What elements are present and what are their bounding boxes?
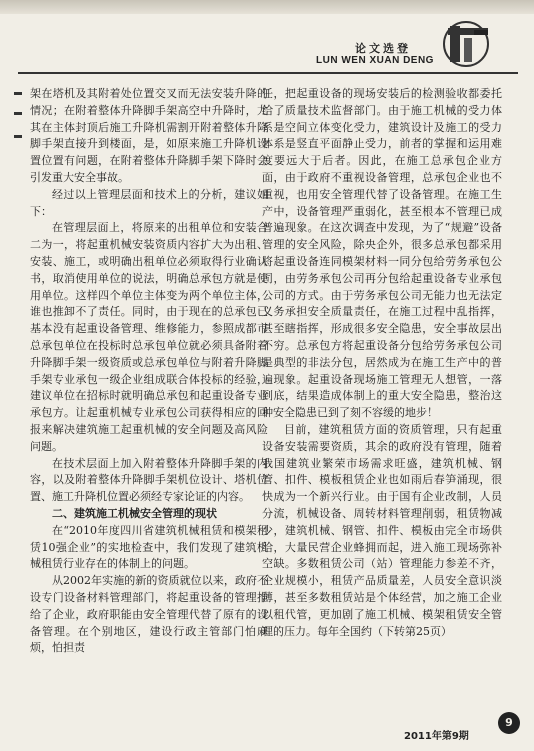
paragraph: 在管理层面上，将原来的出租单位和安装合二为一，将起重机械安装资质内容扩大为出租、安装、施工，或明确出租单位必须取得行业确认书，取消使用单位的说法，明确总承包方就是使用单位。这样四个单位主体变为两个单位主体，谁也推卸不了责任。同时，由于现在的总承包已基本没有起重设备管理、维修能力，参照成都市总承包单位在投标时总承包单位就必须具备附着升降脚手架一级资质或总承包单位与附着升降脚手架专业承包一级企业组成联合体投标的经验，建议单位在招标时就明确总承包和起重设备专业承包方。让起重机械专业承包公司获得相应的回报来解决建筑施工起重机械的安全问题及高风险问题。	[30, 221, 268, 453]
paragraph: 架在塔机及其附着处位置交叉而无法安装升降的情况；在附着整体升降脚手架高空中升降时，尤其在主体封顶后施工升降机需割开附着整体升降脚手架直接升到楼面，是，如原来施工升降机设置位置有问题，在附着整体升降脚手架下降时会引发重大安全事故。	[30, 87, 268, 184]
paragraph: 经过以上管理层面和技术上的分析，建议如下：	[30, 187, 268, 218]
paragraph: 在技术层面上加入附着整体升降脚手架的内容，以及附着整体升降脚手架机位设计、塔机位置、施工升降机位置必须经专家论证的内容。	[30, 456, 268, 504]
section-header-cn: 论文选登	[355, 42, 411, 55]
margin-mark	[14, 112, 22, 115]
section-heading: 二、建筑施工机械安全管理的现状	[52, 506, 217, 520]
paragraph: 在“2010年度四川省建筑机械租赁和模架租赁10强企业”的实地检查中，我们发现了建筑机械租赁行业存在的体制上的问题。	[30, 523, 268, 571]
header-rule	[18, 72, 518, 74]
paragraph: 目前，建筑租赁方面的资质管理，只有起重设备安装需要资质，其余的政府没有管理，随着我国建筑业繁荣市场需求旺盛，建筑机械、钢管、扣件、模板租赁企业也如雨后春笋涌现，很快成为一个新兴行业。由于国有企业改制，人员分流，机械设备、周转材料管理削弱，租赁物减少，建筑机械、钢管、扣件、模板由完全市场供给，大量民营企业蜂拥而起，进入施工现场弥补空缺。多数租赁公司（站）管理能力参差不齐，企业规模小，租赁产品质量差，人员安全意识淡薄，甚至多数租赁站是个体经营，加之施工企业以租代管，更加剧了施工机械、模架租赁安全管理的压力。每年全国约（下转第25页）	[262, 422, 502, 638]
margin-mark	[14, 135, 22, 138]
issue-label: 2011年第9期	[404, 731, 469, 742]
paragraph: 从2002年实施的新的资质就位以来，政府不设专门设备材料管理部门，将起重设备的管理推给了企业，政府职能由安全管理代替了原有的设备管理。在个别地区，建设行政主管部门怕麻烦，怕担责	[30, 574, 268, 655]
right-column	[262, 86, 502, 640]
section-header-en: LUN WEN XUAN DENG	[316, 55, 434, 66]
left-column	[30, 86, 268, 657]
margin-mark	[14, 92, 22, 95]
page-number: 9	[498, 712, 520, 734]
paragraph: 任，把起重设备的现场安装后的检测验收都委托给了质量技术监督部门。由于施工机械的受力体系是空间立体变化受力，建筑设计及施工的受力体系是竖直平面静止受力，前者的掌握和运用难度要远大于后者。因此，在施工总承包企业方面，由于政府不重视设备管理，总承包企业也不重视，也用安全管理代替了设备管理。在施工生产中，设备管理严重弱化，甚至根本不管理已成普遍现象。在这次调查中发现，为了“规避”设备管理的安全风险，除央企外，很多总承包都采用将起重设备连同模架材料一同分包给劳务承包公司，由劳务承包公司再分包给起重设备专业承包公司的方式。由于劳务承包公司无能力也无法定义务承担安全质量责任，在施工过程中乱指挥，甚至瞎指挥，形成很多安全隐患，安全事故层出不穷。总承包方将起重设备分包给劳务承包公司是典型的非法分包，居然成为在施工生产中的普遍现象。起重设备现场施工管理无人想管，一落到底，结果造成体制上的重大安全隐患，整治这种安全隐患已到了刻不容缓的地步！	[262, 87, 502, 420]
journal-logo-icon	[440, 18, 496, 70]
scan-top-edge	[0, 0, 534, 14]
